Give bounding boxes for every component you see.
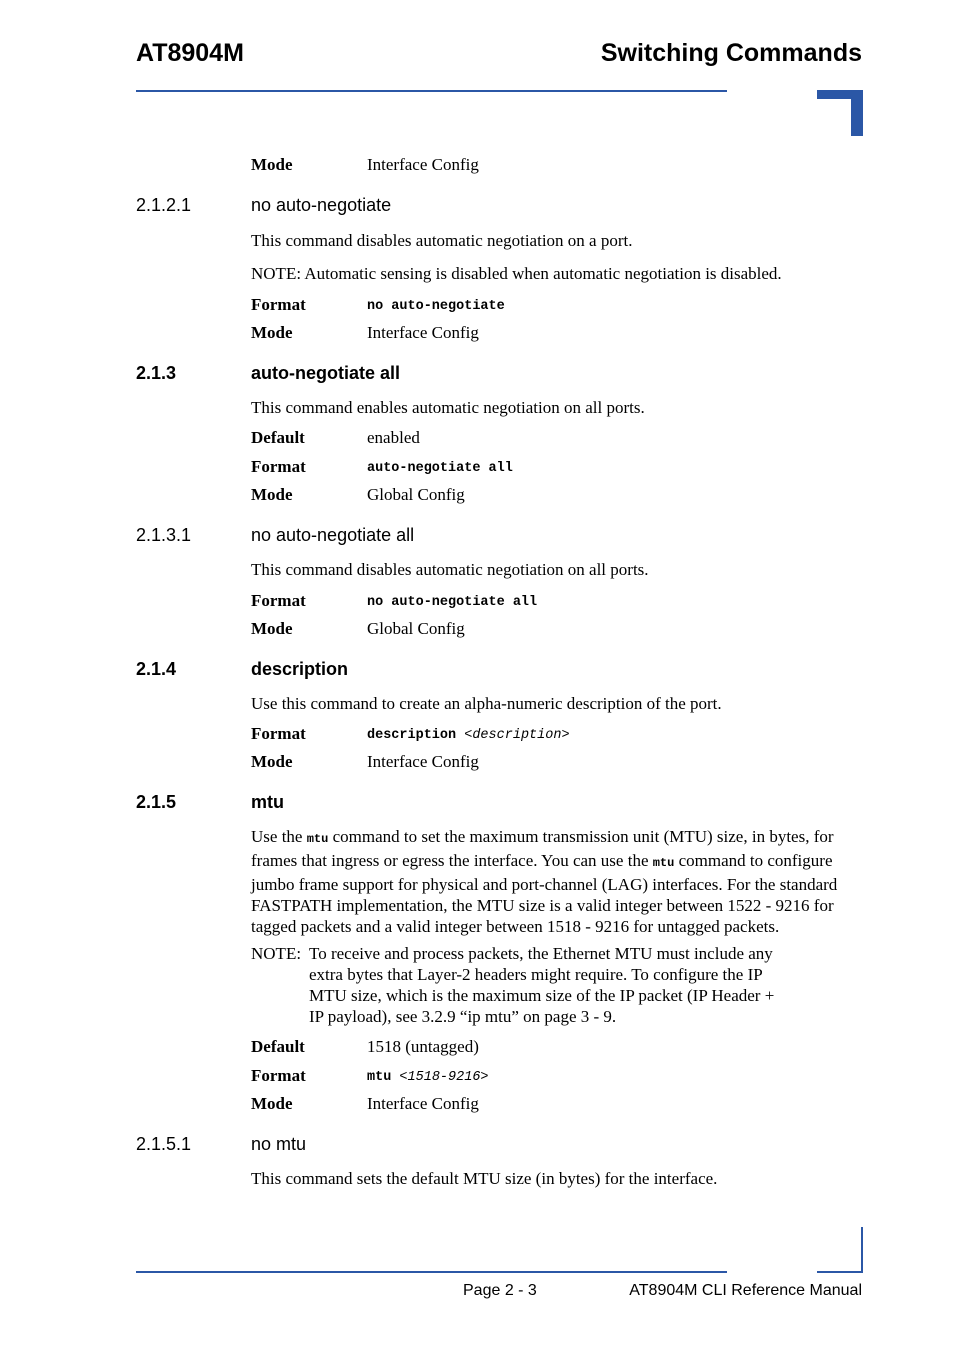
mode-value: Interface Config: [367, 752, 479, 771]
description-text: This command disables automatic negotiation on a port.: [251, 231, 633, 250]
para-line: FASTPATH implementation, the MTU size is a valid integer between 1522 - 9216 for: [251, 896, 834, 915]
note-text: [309, 943, 849, 1027]
section-title: mtu: [251, 792, 284, 812]
para-text: frames that ingress or egress the interface. You can use the: [251, 851, 653, 870]
page-number: Page 2 - 3: [463, 1282, 537, 1299]
format-argument: <1518-9216>: [399, 1070, 489, 1085]
inline-command: mtu: [306, 832, 329, 846]
header-product: AT8904M: [136, 39, 244, 67]
mode-label: Mode: [251, 752, 293, 771]
mode-value: Global Config: [367, 619, 465, 638]
mode-value: Interface Config: [367, 155, 479, 174]
footer-corner-mark-horizontal: [817, 1271, 863, 1273]
mode-label: Mode: [251, 619, 293, 638]
note-text: NOTE: Automatic sensing is disabled when automatic negotiation is disabled.: [251, 264, 782, 283]
default-label: Default: [251, 428, 305, 447]
format-argument: <description>: [464, 728, 570, 743]
section-number: 2.1.2.1: [136, 195, 192, 215]
header-chapter: Switching Commands: [600, 39, 862, 67]
note-prefix: NOTE:: [251, 944, 302, 963]
default-value: 1518 (untagged): [367, 1037, 479, 1056]
section-title: auto-negotiate all: [251, 363, 401, 383]
format-command: [367, 725, 570, 746]
format-command-name: mtu: [367, 1070, 392, 1085]
mode-label: Mode: [251, 1094, 293, 1113]
description-text: This command sets the default MTU size (in bytes) for the interface.: [251, 1169, 718, 1188]
format-command-name: description: [367, 728, 457, 743]
para-text: command to set the maximum transmission unit (MTU) size, in bytes, for: [328, 827, 834, 846]
section-number: 2.1.3.1: [136, 525, 192, 545]
mtu-paragraph: [251, 826, 861, 937]
format-command: auto-negotiate all: [367, 461, 513, 476]
mode-label: Mode: [251, 323, 293, 342]
note-line: MTU size, which is the maximum size of the IP packet (IP Header +: [309, 986, 775, 1005]
section-number: 2.1.4: [136, 659, 177, 679]
para-line: jumbo frame support for physical and port-channel (LAG) interfaces. For the standard: [251, 875, 838, 894]
section-number: 2.1.3: [136, 363, 177, 383]
section-title: no mtu: [251, 1134, 307, 1154]
inline-command: mtu: [652, 856, 675, 870]
section-title: no auto-negotiate all: [251, 525, 415, 545]
para-line: tagged packets and a valid integer between 1518 - 9216 for untagged packets.: [251, 917, 780, 936]
format-label: Format: [251, 591, 306, 610]
footer-corner-mark: [861, 1227, 863, 1273]
header-corner-mark-vertical: [851, 90, 863, 136]
description-text: This command enables automatic negotiation on all ports.: [251, 398, 645, 417]
default-value: enabled: [367, 428, 420, 447]
default-label: Default: [251, 1037, 305, 1056]
mode-value: Global Config: [367, 485, 465, 504]
footer-rule: [136, 1271, 727, 1273]
format-command: [367, 1067, 489, 1088]
description-text: This command disables automatic negotiation on all ports.: [251, 560, 649, 579]
section-number: 2.1.5.1: [136, 1134, 192, 1154]
mode-value: Interface Config: [367, 1094, 479, 1113]
format-label: Format: [251, 724, 306, 743]
format-command: no auto-negotiate all: [367, 595, 538, 610]
manual-title: AT8904M CLI Reference Manual: [629, 1282, 862, 1299]
para-text: Use the: [251, 827, 307, 846]
format-label: Format: [251, 1066, 306, 1085]
para-text: command to configure: [674, 851, 833, 870]
format-label: Format: [251, 295, 306, 314]
note-line: To receive and process packets, the Ethernet MTU must include any: [309, 944, 773, 963]
format-command: no auto-negotiate: [367, 299, 505, 314]
section-title: no auto-negotiate: [251, 195, 392, 215]
description-text: Use this command to create an alpha-numeric description of the port.: [251, 694, 722, 713]
format-label: Format: [251, 457, 306, 476]
mode-value: Interface Config: [367, 323, 479, 342]
section-title: description: [251, 659, 349, 679]
header-rule: [136, 90, 727, 92]
note-line: IP payload), see 3.2.9 “ip mtu” on page 3 - 9.: [309, 1007, 617, 1026]
section-number: 2.1.5: [136, 792, 177, 812]
note-line: extra bytes that Layer-2 headers might require. To configure the IP: [309, 965, 763, 984]
mode-label: Mode: [251, 485, 293, 504]
mode-label: Mode: [251, 155, 293, 174]
